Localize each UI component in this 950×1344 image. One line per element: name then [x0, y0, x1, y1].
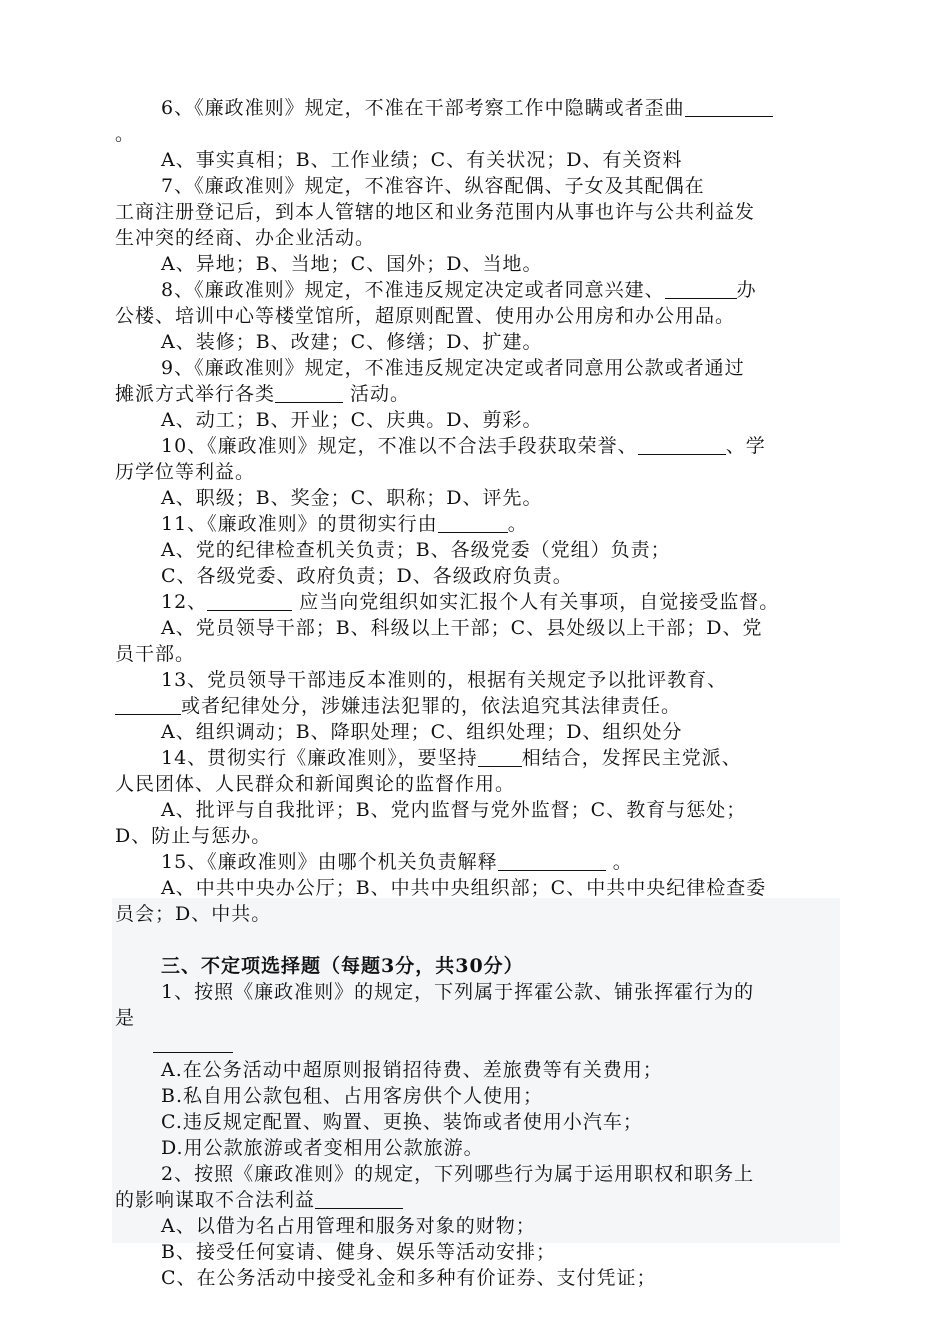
s3-q1-option-d: D.用公款旅游或者变相用公款旅游。 [161, 1137, 484, 1159]
q9-stem: 9、《廉政准则》规定，不准违反规定决定或者同意用公款或者通过 [161, 357, 745, 379]
s3-q2-option-b: B、接受任何宴请、健身、娱乐等活动安排； [161, 1241, 556, 1263]
q11-options-2: C、各级党委、政府负责；D、各级政府负责。 [161, 565, 573, 587]
q10-options: A、职级；B、奖金；C、职称；D、评先。 [161, 487, 543, 509]
answer-blank [478, 746, 522, 767]
s3-q2-option-a: A、以借为名占用管理和服务对象的财物； [161, 1215, 536, 1237]
answer-blank [665, 278, 737, 299]
q15-options: A、中共中央办公厅；B、中共中央组织部；C、中共中央纪律检查委 [161, 877, 767, 899]
s3-q1-option-c: C.违反规定配置、购置、更换、装饰或者使用小汽车； [161, 1111, 643, 1133]
answer-blank [115, 694, 181, 715]
q14-stem-cont: 人民团体、人民群众和新闻舆论的监督作用。 [115, 773, 516, 795]
q13-stem-cont: 或者纪律处分，涉嫌违法犯罪的，依法追究其法律责任。 [115, 693, 840, 719]
q14-options: A、批评与自我批评；B、党内监督与党外监督；C、教育与惩处； [161, 799, 747, 821]
s3-q1-stem-cont: 是 [115, 1007, 136, 1029]
q8-stem-cont: 公楼、培训中心等楼堂馆所，超原则配置、使用办公用房和办公用品。 [115, 305, 736, 327]
q6-options: A、事实真相；B、工作业绩；C、有关状况；D、有关资料 [161, 149, 683, 171]
q7-options: A、异地；B、当地；C、国外；D、当地。 [161, 253, 543, 275]
s3-q1-option-b: B.私自用公款包租、占用客房供个人使用； [161, 1085, 544, 1107]
q14-options-cont: D、防止与惩办。 [115, 825, 272, 847]
s3-q2-stem-cont: 的影响谋取不合法利益 [115, 1187, 840, 1213]
answer-blank [315, 1188, 403, 1209]
answer-blank [207, 590, 292, 611]
q6-stem-end: 。 [115, 123, 136, 145]
answer-blank [498, 850, 606, 871]
answer-blank [438, 512, 508, 533]
q12-options: A、党员领导干部；B、科级以上干部；C、县处级以上干部；D、党 [161, 617, 763, 639]
q11-options-1: A、党的纪律检查机关负责；B、各级党委（党组）负责； [161, 539, 671, 561]
s3-q2-stem: 2、按照《廉政准则》的规定，下列哪些行为属于运用职权和职务上 [161, 1163, 755, 1185]
q15-options-cont: 员会；D、中共。 [115, 903, 272, 925]
spacer [115, 927, 840, 953]
q9-options: A、动工；B、开业；C、庆典。D、剪彩。 [161, 409, 543, 431]
q10-stem-cont: 历学位等利益。 [115, 461, 256, 483]
q15-stem: 15、《廉政准则》由哪个机关负责解释 。 [161, 851, 633, 873]
answer-blank [685, 96, 773, 117]
q7-stem: 7、《廉政准则》规定，不准容许、纵容配偶、子女及其配偶在 [161, 175, 705, 197]
s3-q2-option-c: C、在公务活动中接受礼金和多种有价证券、支付凭证； [161, 1267, 657, 1289]
s3-q1-option-a: A.在公务活动中超原则报销招待费、差旅费等有关费用； [161, 1059, 663, 1081]
q12-options-cont: 员干部。 [115, 643, 196, 665]
section-3-heading: 三、不定项选择题（每题3分，共30分） [161, 955, 524, 977]
s3-q1-blank-line [115, 1031, 840, 1057]
document-body [115, 95, 840, 1291]
q13-stem: 13、党员领导干部违反本准则的，根据有关规定予以批评教育、 [161, 669, 728, 691]
q10-stem: 10、《廉政准则》规定，不准以不合法手段获取荣誉、 、学 [161, 435, 766, 457]
answer-blank [275, 382, 343, 403]
answer-blank [153, 1032, 233, 1053]
q8-stem: 8、《廉政准则》规定，不准违反规定决定或者同意兴建、 办 [161, 279, 757, 301]
q13-options: A、组织调动；B、降职处理；C、组织处理；D、组织处分 [161, 721, 683, 743]
q14-stem: 14、贯彻实行《廉政准则》，要坚持 相结合，发挥民主党派、 [161, 747, 742, 769]
q11-stem: 11、《廉政准则》的贯彻实行由 。 [161, 513, 528, 535]
q12-stem: 12、 应当向党组织如实汇报个人有关事项，自觉接受监督。 [161, 591, 780, 613]
q9-stem-cont: 摊派方式举行各类 活动。 [115, 383, 411, 405]
answer-blank [638, 434, 726, 455]
q7-stem-end: 生冲突的经商、办企业活动。 [115, 227, 376, 249]
q6-stem: 6、《廉政准则》规定，不准在干部考察工作中隐瞒或者歪曲 [115, 95, 840, 121]
q7-stem-cont: 工商注册登记后，到本人管辖的地区和业务范围内从事也许与公共利益发 [115, 201, 756, 223]
s3-q1-stem: 1、按照《廉政准则》的规定，下列属于挥霍公款、铺张挥霍行为的 [161, 981, 755, 1003]
q8-options: A、装修；B、改建；C、修缮；D、扩建。 [161, 331, 543, 353]
